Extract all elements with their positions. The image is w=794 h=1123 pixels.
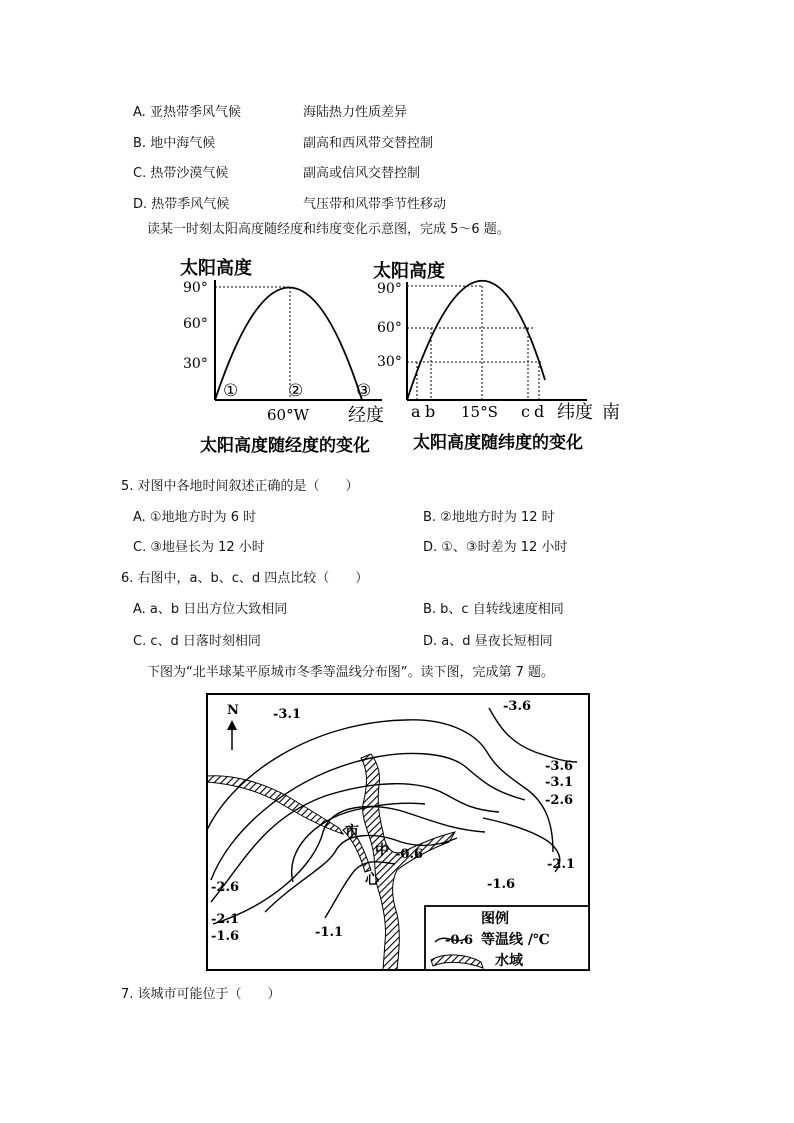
q6-option-b: B. b、c 自转线速度相同	[423, 602, 564, 617]
left-mark-2: ②	[288, 381, 304, 401]
q4-option-d	[133, 197, 229, 213]
q4-option-b	[133, 136, 215, 152]
q4-option-d-label: D.	[133, 197, 148, 212]
iso-label-left-3: -1.6	[211, 929, 240, 944]
legend-title: 图例	[481, 911, 509, 927]
q5-option-c: C. ③地昼长为 12 小时	[133, 540, 265, 555]
q4-option-b-cause: 副高和西风带交替控制	[303, 136, 434, 151]
left-ytick-90: 90°	[183, 280, 208, 296]
q6-option-d: D. a、d 昼夜长短相同	[423, 634, 553, 649]
q4-option-b-label: B.	[133, 136, 147, 151]
iso-label-bottom: -1.1	[315, 925, 344, 940]
left-xtick: 60°W	[267, 406, 310, 424]
intro-5-6: 读某一时刻太阳高度随经度和纬度变化示意图，完成 5～6 题。	[147, 222, 510, 237]
left-xlabel: 经度	[348, 405, 384, 426]
right-point-d: d	[534, 402, 545, 421]
q4-option-a-label: A.	[133, 105, 146, 120]
right-ylabel: 太阳高度	[373, 261, 445, 282]
legend-isotherm-value: -0.6	[445, 933, 474, 948]
city-center-char-3: 心	[365, 872, 379, 888]
left-mark-1: ①	[223, 381, 239, 401]
iso-label-left-1: -2.6	[211, 880, 240, 895]
right-point-a: a	[411, 402, 421, 421]
intro-7: 下图为“北半球某平原城市冬季等温线分布图”。读下图，完成第 7 题。	[147, 665, 555, 680]
q4-option-a-cause: 海陆热力性质差异	[303, 105, 408, 120]
q4-option-c	[133, 166, 228, 182]
iso-label-right-4: -2.1	[547, 857, 576, 872]
left-ytick-60: 60°	[183, 316, 208, 332]
q5-option-d: D. ①、③时差为 12 小时	[423, 540, 568, 555]
figure-longitude	[170, 250, 390, 460]
left-caption: 太阳高度随经度的变化	[200, 436, 370, 456]
q4-option-d-cause: 气压带和风带季节性移动	[303, 197, 447, 212]
isotherm-map	[205, 692, 592, 974]
right-xlabel: 纬度	[557, 402, 593, 423]
city-center-char-2: 中	[375, 843, 389, 859]
iso-label-right-1: -3.6	[545, 759, 574, 774]
right-ytick-60: 60°	[377, 320, 402, 336]
figure-latitude	[365, 250, 630, 460]
left-ytick-30: 30°	[183, 356, 208, 372]
iso-label-top-left: -3.1	[273, 707, 302, 722]
iso-label-right-3: -2.6	[545, 793, 574, 808]
q4-option-a	[133, 105, 241, 121]
q5-option-b: B. ②地地方时为 12 时	[423, 510, 555, 525]
right-ytick-90: 90°	[377, 281, 402, 297]
right-caption: 太阳高度随纬度的变化	[413, 433, 583, 453]
right-xtick: 15°S	[461, 403, 498, 421]
q4-option-b-climate: 地中海气候	[150, 136, 216, 151]
q6-option-c: C. c、d 日落时刻相同	[133, 634, 261, 649]
q4-option-c-climate: 热带沙漠气候	[150, 166, 229, 181]
right-altitude-curve	[407, 281, 545, 400]
north-label: N	[227, 703, 239, 718]
left-ylabel: 太阳高度	[180, 258, 252, 279]
left-mark-3: ③	[356, 381, 372, 401]
q5-stem: 5. 对图中各地时间叙述正确的是（ ）	[121, 479, 359, 494]
q4-option-a-climate: 亚热带季风气候	[149, 105, 241, 120]
right-direction: 南	[602, 402, 620, 423]
q4-option-c-cause: 副高或信风交替控制	[303, 166, 421, 181]
q4-option-c-label: C.	[133, 166, 147, 181]
iso-label-center: -0.6	[395, 847, 424, 862]
legend-water-label: 水域	[495, 953, 523, 969]
iso-label-center-right: -1.6	[487, 877, 516, 892]
right-point-c: c	[521, 402, 530, 421]
q6-option-a: A. a、b 日出方位大致相同	[133, 602, 288, 617]
q4-option-d-climate: 热带季风气候	[151, 197, 230, 212]
city-center-char-1: 市	[345, 824, 359, 840]
q6-stem: 6. 右图中，a、b、c、d 四点比较（ ）	[121, 571, 369, 586]
q5-option-a: A. ①地地方时为 6 时	[133, 510, 257, 525]
iso-label-top-right: -3.6	[503, 699, 532, 714]
q7-stem: 7. 该城市可能位于（ ）	[121, 987, 281, 1002]
right-ytick-30: 30°	[377, 354, 402, 370]
iso-label-left-2: -2.1	[211, 912, 240, 927]
right-point-b: b	[425, 402, 436, 421]
legend-isotherm-label: 等温线 /℃	[481, 932, 550, 948]
iso-label-right-2: -3.1	[545, 775, 574, 790]
